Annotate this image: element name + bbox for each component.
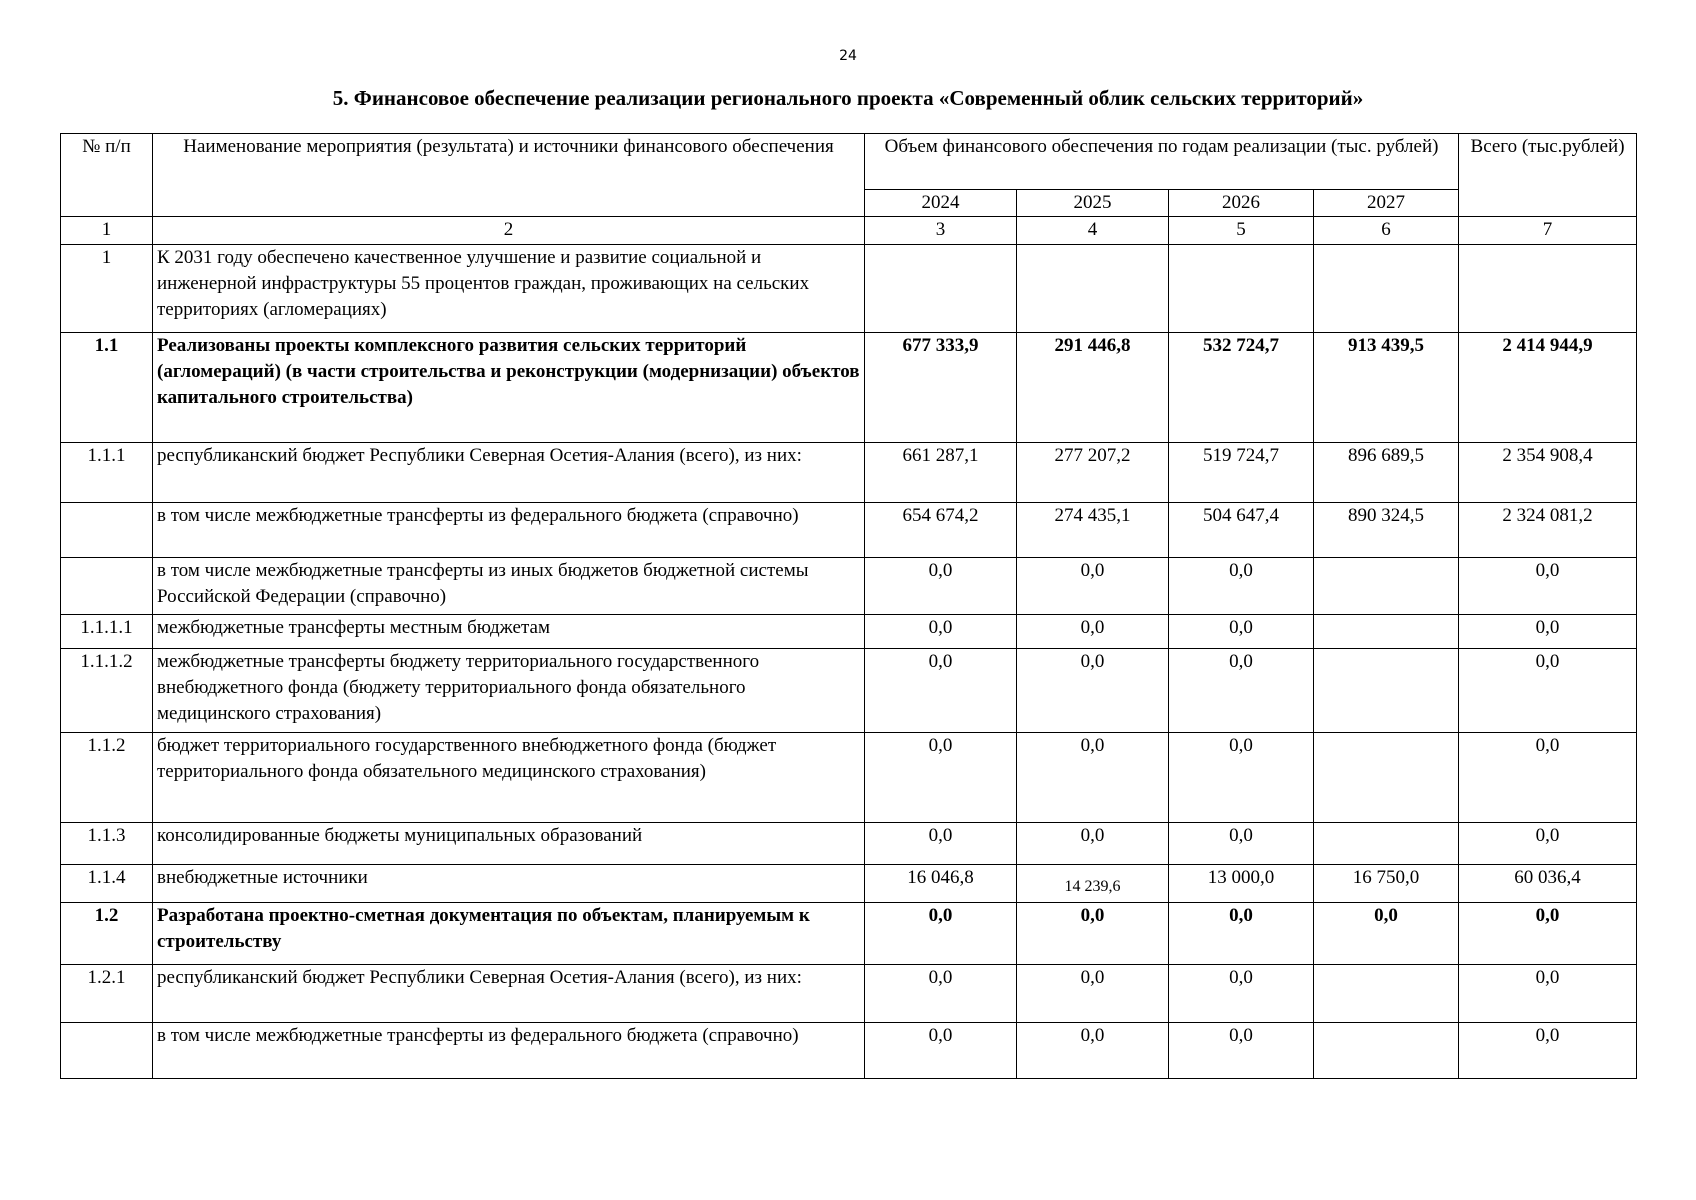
- value-2026: 0,0: [1169, 649, 1314, 733]
- value-2026: 0,0: [1169, 615, 1314, 649]
- value-2026: 504 647,4: [1169, 503, 1314, 558]
- header-year: 2024: [865, 190, 1017, 217]
- financing-table: [60, 133, 1637, 1079]
- value-2026: 13 000,0: [1169, 865, 1314, 903]
- column-number: 2: [153, 217, 865, 245]
- value-total: 2 414 944,9: [1459, 333, 1637, 443]
- value-2025: [1017, 245, 1169, 333]
- header-total: Всего (тыс.рублей): [1459, 134, 1637, 217]
- value-2024: 0,0: [865, 615, 1017, 649]
- row-num: [61, 503, 153, 558]
- column-number: 5: [1169, 217, 1314, 245]
- row-num: 1.1.1: [61, 443, 153, 503]
- row-num: 1: [61, 245, 153, 333]
- table-row: [61, 503, 1637, 558]
- value-total: 2 354 908,4: [1459, 443, 1637, 503]
- column-number: 6: [1314, 217, 1459, 245]
- row-num: 1.1: [61, 333, 153, 443]
- value-2027: 896 689,5: [1314, 443, 1459, 503]
- value-2027: 890 324,5: [1314, 503, 1459, 558]
- header-name: Наименование мероприятия (результата) и источники финансового обеспечения: [153, 134, 865, 217]
- value-2027: [1314, 245, 1459, 333]
- table-row: [61, 865, 1637, 903]
- value-2027: [1314, 823, 1459, 865]
- value-total: 60 036,4: [1459, 865, 1637, 903]
- value-2027: 913 439,5: [1314, 333, 1459, 443]
- value-2025: 0,0: [1017, 615, 1169, 649]
- value-total: 0,0: [1459, 823, 1637, 865]
- value-total: 0,0: [1459, 558, 1637, 615]
- value-2024: 0,0: [865, 558, 1017, 615]
- value-2027: [1314, 615, 1459, 649]
- value-2025: 291 446,8: [1017, 333, 1169, 443]
- table-row: [61, 245, 1637, 333]
- value-2027: [1314, 965, 1459, 1023]
- row-num: 1.1.1.2: [61, 649, 153, 733]
- value-2024: 661 287,1: [865, 443, 1017, 503]
- row-name: в том числе межбюджетные трансферты из федерального бюджета (справочно): [153, 503, 865, 558]
- value-2026: 0,0: [1169, 823, 1314, 865]
- row-num: 1.2.1: [61, 965, 153, 1023]
- value-total: 0,0: [1459, 615, 1637, 649]
- row-name: республиканский бюджет Республики Северная Осетия-Алания (всего), из них:: [153, 443, 865, 503]
- table-row: [61, 1023, 1637, 1079]
- table-row: [61, 903, 1637, 965]
- column-number: 3: [865, 217, 1017, 245]
- value-2025-text: 14 239,6: [1064, 878, 1121, 895]
- row-num: 1.1.3: [61, 823, 153, 865]
- row-num: 1.1.4: [61, 865, 153, 903]
- table-row: [61, 558, 1637, 615]
- column-number: 4: [1017, 217, 1169, 245]
- header-volume: Объем финансового обеспечения по годам реализации (тыс. рублей): [865, 134, 1459, 190]
- value-2026: 0,0: [1169, 903, 1314, 965]
- value-2027: [1314, 733, 1459, 823]
- value-2027: [1314, 649, 1459, 733]
- header-row-1: [61, 134, 1637, 190]
- value-total: [1459, 245, 1637, 333]
- row-name: консолидированные бюджеты муниципальных образований: [153, 823, 865, 865]
- value-2025: 274 435,1: [1017, 503, 1169, 558]
- value-2024: 677 333,9: [865, 333, 1017, 443]
- header-year: 2025: [1017, 190, 1169, 217]
- row-name: внебюджетные источники: [153, 865, 865, 903]
- value-2025: 0,0: [1017, 649, 1169, 733]
- column-number: 1: [61, 217, 153, 245]
- value-2024: 0,0: [865, 965, 1017, 1023]
- value-2024: 0,0: [865, 1023, 1017, 1079]
- row-name: межбюджетные трансферты местным бюджетам: [153, 615, 865, 649]
- page-number: 24: [839, 48, 857, 64]
- row-name: в том числе межбюджетные трансферты из федерального бюджета (справочно): [153, 1023, 865, 1079]
- value-2026: [1169, 245, 1314, 333]
- value-2025: 0,0: [1017, 823, 1169, 865]
- header-num: № п/п: [61, 134, 153, 217]
- header-year: 2026: [1169, 190, 1314, 217]
- table-row: [61, 649, 1637, 733]
- value-2024: 0,0: [865, 649, 1017, 733]
- column-number-row: [61, 217, 1637, 245]
- table-row: [61, 733, 1637, 823]
- value-total: 0,0: [1459, 733, 1637, 823]
- table-row: [61, 443, 1637, 503]
- table-row: [61, 615, 1637, 649]
- value-2027: [1314, 1023, 1459, 1079]
- row-name: межбюджетные трансферты бюджету территориального государственного внебюджетного фонда (бюджету территориального фонда обязательного медицинского страхования): [153, 649, 865, 733]
- value-total: 0,0: [1459, 965, 1637, 1023]
- header-year: 2027: [1314, 190, 1459, 217]
- value-2026: 0,0: [1169, 558, 1314, 615]
- value-2024: 16 046,8: [865, 865, 1017, 903]
- value-2025: 0,0: [1017, 733, 1169, 823]
- value-2025: 277 207,2: [1017, 443, 1169, 503]
- table-row: [61, 965, 1637, 1023]
- value-2024: 0,0: [865, 823, 1017, 865]
- row-name: в том числе межбюджетные трансферты из иных бюджетов бюджетной системы Российской Федерации (справочно): [153, 558, 865, 615]
- row-num: [61, 1023, 153, 1079]
- column-number: 7: [1459, 217, 1637, 245]
- value-2025: 0,0: [1017, 1023, 1169, 1079]
- value-2026: 532 724,7: [1169, 333, 1314, 443]
- section-title: 5. Финансовое обеспечение реализации регионального проекта «Современный облик сельских территорий»: [332, 86, 1364, 110]
- value-2027: [1314, 558, 1459, 615]
- table-row: [61, 823, 1637, 865]
- value-2025: [1017, 865, 1169, 903]
- value-2026: 0,0: [1169, 1023, 1314, 1079]
- table-row: [61, 333, 1637, 443]
- value-total: 0,0: [1459, 903, 1637, 965]
- row-num: [61, 558, 153, 615]
- row-num: 1.1.2: [61, 733, 153, 823]
- row-num: 1.1.1.1: [61, 615, 153, 649]
- value-2027: 0,0: [1314, 903, 1459, 965]
- value-2024: 654 674,2: [865, 503, 1017, 558]
- row-name: Реализованы проекты комплексного развития сельских территорий (агломераций) (в части строительства и реконструкции (модернизации) объектов капитального строительства): [153, 333, 865, 443]
- row-name: бюджет территориального государственного внебюджетного фонда (бюджет территориального фонда обязательного медицинского страхования): [153, 733, 865, 823]
- value-2024: 0,0: [865, 903, 1017, 965]
- value-2026: 0,0: [1169, 733, 1314, 823]
- value-2025: 0,0: [1017, 558, 1169, 615]
- value-total: 0,0: [1459, 1023, 1637, 1079]
- value-total: 0,0: [1459, 649, 1637, 733]
- row-name: Разработана проектно-сметная документация по объектам, планируемым к строительству: [153, 903, 865, 965]
- value-2025: 0,0: [1017, 903, 1169, 965]
- value-2025: 0,0: [1017, 965, 1169, 1023]
- value-2024: 0,0: [865, 733, 1017, 823]
- value-2024: [865, 245, 1017, 333]
- row-num: 1.2: [61, 903, 153, 965]
- value-total: 2 324 081,2: [1459, 503, 1637, 558]
- row-name: К 2031 году обеспечено качественное улучшение и развитие социальной и инженерной инфраструктуры 55 процентов граждан, проживающих на сельских территориях (агломерациях): [153, 245, 865, 333]
- row-name: республиканский бюджет Республики Северная Осетия-Алания (всего), из них:: [153, 965, 865, 1023]
- value-2027: 16 750,0: [1314, 865, 1459, 903]
- value-2026: 519 724,7: [1169, 443, 1314, 503]
- value-2026: 0,0: [1169, 965, 1314, 1023]
